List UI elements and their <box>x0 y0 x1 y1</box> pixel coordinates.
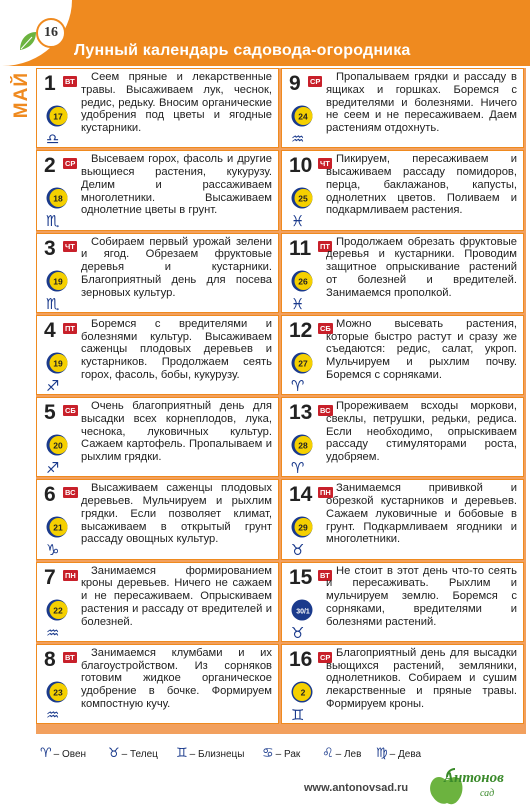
weekday-badge: СБ <box>65 406 76 415</box>
day-cell-14 <box>281 479 524 559</box>
zodiac-pisces-icon: ♓ <box>291 212 305 231</box>
day-number: 13 <box>289 401 313 424</box>
moon-day-number: 17 <box>53 111 63 122</box>
moon-day-number: 28 <box>298 440 308 451</box>
day-number: 1 <box>44 72 56 95</box>
moon-phase-icon <box>46 187 68 209</box>
zodiac-virgo-icon: ♍ <box>376 746 388 761</box>
legend-label: – Рак <box>275 749 301 760</box>
legend-label: – Лев <box>335 749 362 760</box>
day-number: 16 <box>289 647 313 671</box>
zodiac-gemini-icon: ♊ <box>176 746 188 761</box>
page-title: Лунный календарь садовода-огородника <box>74 42 411 59</box>
zodiac-cancer-icon: ♋ <box>262 746 274 761</box>
zodiac-aries-icon: ♈ <box>291 459 305 477</box>
moon-day-number: 18 <box>53 193 63 204</box>
day-advice-text: Высаживаем саженцы плодовых деревьев. Мульчируем и рыхлим грядки. Если позволяет климат, высаживаем в открытый грунт рассаду овощных культур. <box>81 482 272 546</box>
day-cell-11 <box>281 233 524 313</box>
day-advice-text: Занимаемся клумбами и их благоустройством. Из сорняков готовим жидкое органическое удобрение в бочке. Формируем компостную кучу. <box>81 646 272 710</box>
day-number: 5 <box>44 401 56 424</box>
day-advice-text: Сеем пряные и лекарственные травы. Высаживаем лук, чеснок, редис, редьку. Вносим органические удобрения под цветы и ягодные кустарники. <box>81 71 272 135</box>
calendar-grid <box>36 68 526 734</box>
moon-phase-icon <box>291 187 313 209</box>
zodiac-gemini-icon: ♊ <box>291 705 305 724</box>
day-number: 6 <box>44 483 56 507</box>
zodiac-aquarius-icon: ♒ <box>46 623 60 642</box>
moon-phase-icon <box>291 516 313 538</box>
day-number: 14 <box>289 483 313 507</box>
day-number: 11 <box>289 236 312 260</box>
day-number: 9 <box>289 72 301 95</box>
moon-phase-icon <box>291 599 313 621</box>
day-advice-text: Можно высевать растения, которые быстро растут и сразу же съедаются: редис, салат, укроп. Мульчируем и рыхлим почву. Боремся с сорняками. <box>326 317 517 381</box>
legend-item-leo <box>322 746 361 761</box>
moon-phase-icon <box>46 434 68 456</box>
zodiac-taurus-icon: ♉ <box>291 623 305 642</box>
legend-label: – Телец <box>121 749 158 760</box>
day-cell-2 <box>36 150 279 230</box>
moon-phase-icon <box>46 105 68 127</box>
day-number: 7 <box>44 565 56 589</box>
legend-item-aries <box>40 746 86 761</box>
moon-day-number: 19 <box>53 276 63 286</box>
legend-item-cancer <box>262 746 300 761</box>
moon-phase-icon <box>46 352 68 374</box>
page-number: 16 <box>36 18 66 48</box>
moon-phase-icon <box>46 681 68 703</box>
moon-day-number: 22 <box>53 605 63 615</box>
weekday-badge: ЧТ <box>65 241 75 251</box>
weekday-badge: ВТ <box>65 77 75 86</box>
zodiac-sagittarius-icon: ♐ <box>46 376 60 395</box>
day-advice-text: Занимаемся прививкой и обрезкой кустарников и деревьев. Сажаем луковичные и бобовые в грунт. Подкармливаем ягодники и многолетники. <box>326 482 517 546</box>
moon-phase-icon <box>46 270 68 292</box>
zodiac-legend <box>36 744 530 764</box>
day-advice-text: Благоприятный день для высадки вьющихся растений, земляники, однолетников. Собираем и сушим лекарственные и пряные травы. Формируем кроны. <box>326 646 517 710</box>
moon-phase-icon <box>291 105 313 127</box>
zodiac-pisces-icon: ♓ <box>291 294 305 313</box>
zodiac-leo-icon: ♌ <box>322 746 334 761</box>
month-label: МАЙ <box>11 72 32 119</box>
day-advice-text: Собираем первый урожай зелени и ягод. Обрезаем фруктовые деревья и кустарники. Благоприятный день для посева зерновых культур. <box>81 235 272 299</box>
moon-day-number: 25 <box>298 193 308 204</box>
day-number: 3 <box>44 236 56 260</box>
day-cell-9 <box>281 68 524 148</box>
day-cell-1 <box>36 68 279 148</box>
moon-day-number: 23 <box>53 687 63 698</box>
weekday-badge: ВТ <box>320 570 330 580</box>
weekday-badge: СР <box>320 652 331 662</box>
day-number: 12 <box>289 318 313 342</box>
weekday-badge: ПТ <box>65 323 75 333</box>
moon-day-number: 26 <box>298 276 308 286</box>
day-advice-text: Пикируем, пересаживаем и высаживаем рассаду помидоров, перца, баклажанов, капусты, однолетних цветов. Поливаем и подкармливаем растения. <box>326 153 517 217</box>
day-number: 4 <box>44 318 56 342</box>
legend-item-gemini <box>176 746 244 761</box>
day-cell-6 <box>36 479 279 559</box>
zodiac-scorpio-icon: ♏ <box>46 212 60 231</box>
zodiac-taurus-icon: ♉ <box>108 746 120 761</box>
zodiac-aries-icon: ♈ <box>291 376 305 395</box>
moon-day-number: 20 <box>53 440 63 451</box>
weekday-badge: ПН <box>65 570 76 580</box>
zodiac-aries-icon: ♈ <box>40 746 52 761</box>
moon-day-number: 2 <box>300 687 306 698</box>
zodiac-scorpio-icon: ♏ <box>46 294 60 313</box>
day-cell-10 <box>281 150 524 230</box>
weekday-badge: СР <box>310 77 321 86</box>
zodiac-capricorn-icon: ♑ <box>46 541 60 560</box>
day-advice-text: Высеваем горох, фасоль и другие вьющиеся растения, кукурузу. Делим и рассаживаем многолетники. Высаживаем однолетние цветы в грунт. <box>81 153 272 217</box>
weekday-badge: ВС <box>65 488 76 498</box>
day-advice-text: Продолжаем обрезать фруктовые деревья и кустарники. Проводим защитное опрыскивание растений от болезней и вредителей. Занимаемся прополкой. <box>326 235 517 299</box>
day-advice-text: Занимаемся формированием кроны деревьев. Ничего не сажаем и не пересаживаем. Опрыскиваем растения и рассаду от вредителей и болезней. <box>81 564 272 628</box>
legend-label: – Овен <box>53 749 87 760</box>
day-cell-12 <box>281 315 524 395</box>
logo-subtext: сад <box>480 788 495 799</box>
moon-day-number: 19 <box>53 358 63 369</box>
weekday-badge: СР <box>65 159 76 169</box>
moon-phase-icon <box>46 599 68 621</box>
day-number: 2 <box>44 154 56 178</box>
moon-phase-icon <box>291 434 313 456</box>
moon-phase-icon <box>291 270 313 292</box>
weekday-badge: ПН <box>320 488 331 498</box>
zodiac-libra-icon: ♎ <box>46 130 60 148</box>
moon-day-number: 29 <box>298 522 308 533</box>
weekday-badge: ЧТ <box>320 159 330 169</box>
footer-url[interactable]: www.antonovsad.ru <box>304 782 409 794</box>
day-cell-3 <box>36 233 279 313</box>
day-cell-5 <box>36 397 279 477</box>
zodiac-sagittarius-icon: ♐ <box>46 459 60 477</box>
day-advice-text: Боремся с вредителями и болезнями культур. Высаживаем саженцы плодовых деревьев и кустарников. Продолжаем сеять горох, фасоль, бобы, кукурузу. <box>81 317 272 381</box>
logo-text: Антонов <box>444 770 504 786</box>
day-cell-7 <box>36 562 279 642</box>
zodiac-aquarius-icon: ♒ <box>291 130 305 148</box>
day-advice-text: Очень благоприятный день для высадки всех корнеплодов, лука, чеснока, луковичных культур. Сажаем картофель. Пропалываем и рыхлим грядки. <box>81 400 272 464</box>
day-number: 15 <box>289 565 313 589</box>
moon-phase-icon <box>291 681 313 703</box>
moon-day-number: 21 <box>53 522 63 533</box>
moon-phase-icon <box>291 352 313 374</box>
day-advice-text: Пропалываем грядки и рассаду в ящиках и горшках. Боремся с вредителями и болезнями. Ничего не сеем и не пересаживаем. Даем растениям отдохнуть. <box>326 71 517 135</box>
moon-phase-icon <box>46 516 68 538</box>
zodiac-aquarius-icon: ♒ <box>46 705 60 724</box>
day-cell-16 <box>281 644 524 724</box>
leaf-icon <box>18 30 38 52</box>
moon-day-number: 30/1 <box>296 608 310 615</box>
day-cell-13 <box>281 397 524 477</box>
day-number: 10 <box>289 154 313 178</box>
weekday-badge: ПТ <box>320 241 330 251</box>
moon-day-number: 24 <box>298 111 308 122</box>
legend-item-taurus <box>108 746 158 761</box>
legend-item-virgo <box>376 746 421 761</box>
zodiac-taurus-icon: ♉ <box>291 541 305 560</box>
weekday-badge: ВС <box>320 406 331 415</box>
day-cell-8 <box>36 644 279 724</box>
day-number: 8 <box>44 647 56 671</box>
day-advice-text: Не стоит в этот день что-то сеять и пересаживать. Рыхлим и мульчируем землю. Боремся с сорняками, вредителями и болезнями растений. <box>326 564 517 628</box>
day-cell-4 <box>36 315 279 395</box>
legend-label: – Дева <box>389 749 422 760</box>
legend-label: – Близнецы <box>189 749 245 760</box>
day-cell-15 <box>281 562 524 642</box>
weekday-badge: ВТ <box>65 652 75 662</box>
day-advice-text: Прореживаем всходы моркови, свеклы, петрушки, редьки, редиса. Если необходимо, опрыскиваем рассаду стимуляторами роста, удобряем. <box>326 400 517 464</box>
weekday-badge: СБ <box>320 323 331 333</box>
moon-day-number: 27 <box>298 358 308 369</box>
